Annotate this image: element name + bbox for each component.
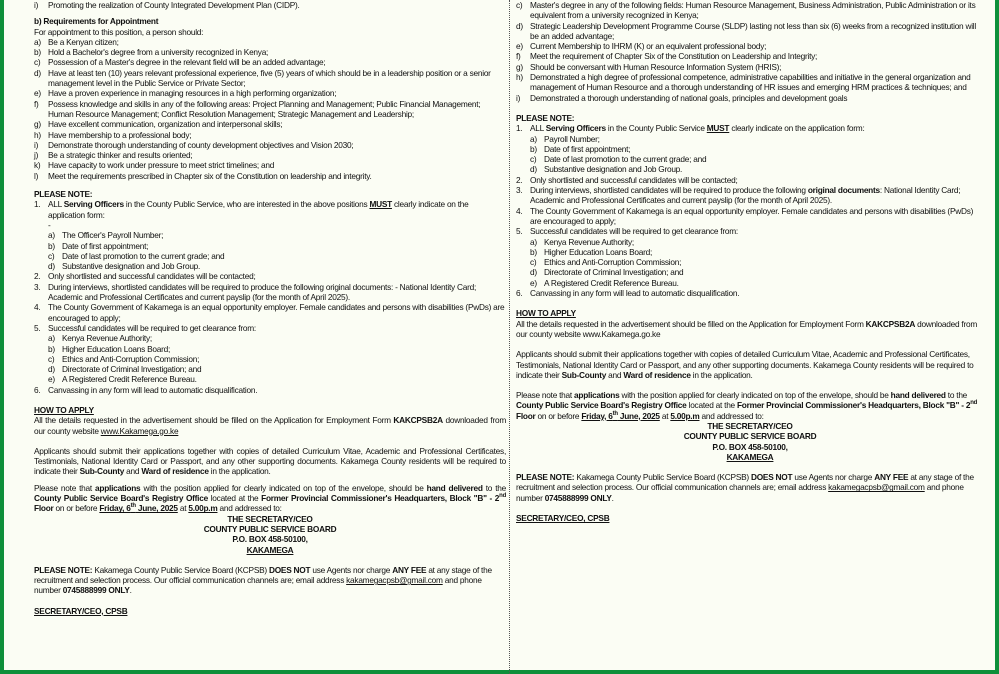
signature: SECRETARY/CEO, CPSB (516, 513, 610, 524)
list-item: e) Have a proven experience in managing resources in a high performing organization; (34, 88, 337, 99)
signature: SECRETARY/CEO, CPSB (34, 605, 128, 616)
list-item: i) Demonstrate thorough understanding of county development objectives and Vision 2030; (34, 139, 354, 150)
delivery-text: Please note that applications with the position applied for clearly indicated on top of the envelope, should be hand delivered to the County Public Service Board's Registry Office located at the Former Provincial Commissioner's Headquarters, Block "B" - 2nd Floor on or before Friday, 6th June, 2025 at 5.00p.m and addressed to: (516, 390, 978, 421)
notes-list (34, 271, 506, 333)
list-item: 2. Only shortlisted and successful candidates will be contacted; (34, 271, 256, 282)
officer-details-list (34, 230, 506, 271)
list-item: b) Higher Education Loans Board; (530, 246, 653, 257)
list-item: 4. The County Government of Kakamega is an equal opportunity employer. Female candidates and persons with disabilities (PwDs) are encouraged to apply; (516, 205, 974, 226)
list-item: 5. Successful candidates will be required to get clearance from: (34, 322, 256, 333)
submission-text: Applicants should submit their applications together with copies of detailed Curriculum Vitae, Academic and Professional Certificates, Testimonials, National Identity Card or Passport, and any other supporting documents. Kakamega County residents will be required to indicate their Sub-County and Ward of residence in the application. (34, 445, 506, 477)
list-item: c) Ethics and Anti-Corruption Commission; (530, 257, 682, 268)
list-item: c) Ethics and Anti-Corruption Commission; (48, 353, 200, 364)
list-item: a) Payroll Number; (530, 133, 600, 144)
list-item: a) The Officer's Payroll Number; (48, 230, 164, 241)
list-item: d) Directorate of Criminal Investigation; and (530, 267, 684, 278)
email-link[interactable]: kakamegacpsb@gmail.com (828, 482, 925, 493)
list-item: i) Promoting the realization of County Integrated Development Plan (CIDP). (34, 0, 300, 10)
list-item: a) Kenya Revenue Authority; (530, 236, 634, 247)
clearance-list (516, 237, 984, 288)
delivery-text: Please note that applications with the position applied for clearly indicated on top of the envelope, should be hand delivered to the County Public Service Board's Registry Office located at the Former Provincial Commissioner's Headquarters, Block "B" - 2nd Floor on or before Friday, 6th June, 2025 at 5.00p.m and addressed to: (34, 482, 506, 514)
address-block: THE SECRETARY/CEO COUNTY PUBLIC SERVICE BOARD P.O. BOX 458-50100, KAKAMEGA (203, 513, 337, 555)
right-column (516, 0, 984, 523)
list-item: 3. During interviews, shortlisted candidates will be required to produce the following original documents: - National Identity Card; Academic and Professional Certificates and current payslip (for the month of April 2025). (34, 281, 477, 303)
list-item: e) A Registered Credit Reference Bureau. (48, 374, 197, 385)
list-item: 4. The County Government of Kakamega is an equal opportunity employer. Female candidates and persons with disabilities (PwDs) are encouraged to apply; (34, 302, 505, 323)
list-item: c) Date of last promotion to the current grade; and (48, 250, 225, 261)
list-item: h) Demonstrated a high degree of professional competence, administrative capabilities and initiative in the general organization and management of Human Resource and a thorough understanding of HR issues and emerging HRM practices & techniques; and (516, 72, 971, 93)
address-block: THE SECRETARY/CEO COUNTY PUBLIC SERVICE BOARD P.O. BOX 458-50100, KAKAMEGA (683, 420, 817, 462)
list-item: 3. During interviews, shortlisted candidates will be required to produce the following original documents: National Identity Card; Academic and Professional Certificates and current payslip (for the month of April 2025). (516, 185, 961, 206)
list-item: d) Have at least ten (10) years relevant professional experience, five (5) years of which should be in a leadership position or a senior management level in the Public Service or Private Sector; (34, 67, 491, 89)
list-item: f) Meet the requirement of Chapter Six of the Constitution on Leadership and Integrity; (516, 51, 818, 62)
list-item: d) Substantive designation and Job Group. (530, 164, 683, 175)
list-item: f) Possess knowledge and skills in any of the following areas: Project Planning and Management; Public Financial Management; Human Resource Management; Conflict Resolution Management; Strategic Management and Leadership; (34, 98, 481, 119)
list-item: b) Date of first appointment; (530, 143, 631, 154)
list-item: c) Date of last promotion to the current grade; and (530, 154, 707, 165)
list-item: g) Should be conversant with Human Resource Information System (HRIS); (516, 61, 782, 72)
list-item: k) Have capacity to work under pressure to meet strict timelines; and (34, 160, 275, 171)
list-item: 6. Canvassing in any form will lead to automatic disqualification. (516, 288, 740, 299)
how-to-apply-text: All the details requested in the advertisement should be filled on the Application for Employment Form KAKCPSB2A downloaded from our county website www.Kakamega.go.ke (34, 415, 506, 436)
note-heading: PLEASE NOTE: (516, 112, 575, 123)
final-note: PLEASE NOTE: Kakamega County Public Service Board (KCPSB) DOES NOT use Agents nor charge ANY FEE at any stage of the recruitment and selection process. Our official communication channels are; email address kakamegacpsb@gmail.com and phone number 0745888999 ONLY. (516, 472, 974, 503)
list-item: d) Substantive designation and Job Group. (48, 261, 201, 272)
list-item: j) Be a strategic thinker and results oriented; (34, 150, 193, 161)
how-to-apply-heading: HOW TO APPLY (516, 308, 576, 319)
list-item: l) Meet the requirements prescribed in Chapter six of the Constitution on leadership and integrity. (34, 170, 372, 181)
website-link[interactable]: www.Kakamega.go.ke (100, 425, 179, 436)
requirements-heading: b) Requirements for Appointment (34, 16, 159, 27)
list-item: b) Date of first appointment; (48, 240, 149, 251)
list-item: h) Have membership to a professional body; (34, 129, 192, 140)
list-item: c) Possession of a Master's degree in the relevant field will be an added advantage; (34, 57, 326, 68)
list-item: c) Master's degree in any of the following fields: Human Resource Management, Business Administration, Public Administration or its equivalent from a university recognized in Kenya; (516, 0, 976, 21)
list-item: 1. ALL Serving Officers in the County Public Service, who are interested in the above positions MUST clearly indicate on the application form: (34, 199, 469, 220)
list-item: a) Kenya Revenue Authority; (48, 333, 152, 344)
final-note: PLEASE NOTE: Kakamega County Public Service Board (KCPSB) DOES NOT use Agents nor charge ANY FEE at any stage of the recruitment and selection process. Our official communication channels are; email address kakamegacpsb@gmail.com and phone number 0745888999 ONLY. (34, 564, 492, 596)
submission-text: Applicants should submit their applications together with copies of detailed Curriculum Vitae, Academic and Professional Certificates, Testimonials, National Identity Card or Passport, and any other supporting documents. Kakamega County residents will be required to indicate their Sub-County and Ward of residence in the application. (516, 349, 974, 380)
list-item: e) A Registered Credit Reference Bureau. (530, 277, 679, 288)
clearance-list (34, 333, 506, 384)
email-link[interactable]: kakamegacpsb@gmail.com (346, 575, 443, 586)
requirements-list (34, 37, 506, 181)
list-item: 5. Successful candidates will be required to get clearance from: (516, 226, 738, 237)
list-item: 1. ALL Serving Officers in the County Public Service MUST clearly indicate on the application form: (516, 123, 865, 134)
list-item: e) Current Membership to IHRM (K) or an equivalent professional body; (516, 41, 767, 52)
note-heading: PLEASE NOTE: (34, 189, 93, 200)
list-item: i) Demonstrated a thorough understanding of national goals, principles and development goals (516, 92, 848, 103)
list-item: b) Higher Education Loans Board; (48, 343, 171, 354)
left-column: i) Promoting the realization of County Integrated Development Plan (CIDP). b) Requirements for Appointment For appointment to this position, a person should: a) Be a Kenyan citizen; b) Hold a Bachelor's degree from a university recognized in Kenya; c) Possession of a Master's degree in the relevant field will be an added advantage; d) Have at least ten (10) years relevant professional experience, five (5) years of which should be in a leadership position or a senior management level in the Public Service or Private Sector; e) Have a proven experience in managing resources in a high performing organization; f) Possess knowledge and skills in any of the following areas: Project Planning and Management; Public Financial Management; Human Resource Management; Conflict Resolution Management; Strategic Management and Leadership; g) Have excellent communication, organization and interpersonal skills; h) Have membership to a professional body; i) Demonstrate thorough understanding of county development objectives and Vision 2030; j) Be a strategic thinker and results oriented; k) Have capacity to work under pressure to meet strict timelines; and l) Meet the requirements prescribed in Chapter six of the Constitution on leadership and integrity. PLEASE NOTE: 1. ALL Serving Officers in the County Public Service, who are interested in the above positions MUST clearly indicate on the application form: - a) The Officer's Payroll Number; b) Date of first appointment; c) Date of last promotion to the current grade; and d) Substantive designation and Job Group. 2. Only shortlisted and successful candidates will be contacted; 3. During interviews, shortlisted candidates will be required to produce the following original documents: - National Identity Card; Academic and Professional Certificates and current payslip (for the month of April 2025). 4. The County Government of Kakamega is an equal opportunity employer. Female candidates and persons with disabilities (PwDs) are encouraged to apply; 5. Successful candidates will be required to get clearance from: a) Kenya Revenue Authority; b) Higher Education Loans Board; c) Ethics and Anti-Corruption Commission; d) Directorate of Criminal Investigation; and e) A Registered Credit Reference Bureau. 6. Canvassing in any form will lead to automatic disqualification. HOW TO APPLY All the details requested in the advertisement should be filled on the Application for Employment Form KAKCPSB2A downloaded from our county website www.Kakamega.go.ke Applicants should submit their applications together with copies of detailed Curriculum Vitae, Academic and Professional Certificates, Testimonials, National Identity Card or Passport, and any other supporting documents. Kakamega County residents will be required to indicate their Sub-County and Ward of residence in the application. Please note that applications with the position applied for clearly indicated on top of the envelope, should be hand delivered to the County Public Service Board's Registry Office located at the Former Provincial Commissioner's Headquarters, Block "B" - 2nd Floor on or before Friday, 6th June, 2025 at 5.00p.m and addressed to: THE SECRETARY/CEO COUNTY PUBLIC SERVICE BOARD P.O. BOX 458-50100, KAKAMEGA PLEASE NOTE: Kakamega County Public Service Board (KCPSB) DOES NOT use Agents nor charge ANY FEE at any stage of the recruitment and selection process. Our official communication channels are; email address kakamegacpsb@gmail.com and phone number 0745888999 ONLY. SECRETARY/CEO, CPSB (34, 0, 506, 616)
list-item: 2. Only shortlisted and successful candidates will be contacted; (516, 174, 738, 185)
list-item: d) Strategic Leadership Development Programme Course (SLDP) lasting not less than six (6) weeks from a recognized institution will be an added advantage; (516, 20, 976, 41)
requirements-list (516, 0, 984, 103)
list-item: b) Hold a Bachelor's degree from a university recognized in Kenya; (34, 47, 269, 58)
requirements-intro: For appointment to this position, a person should: (34, 26, 204, 37)
list-item: g) Have excellent communication, organization and interpersonal skills; (34, 119, 283, 130)
officer-details-list (516, 134, 984, 175)
list-item: 6. Canvassing in any form will lead to automatic disqualification. (34, 384, 258, 395)
list-item: d) Directorate of Criminal Investigation; and (48, 364, 202, 375)
list-item: a) Be a Kenyan citizen; (34, 36, 119, 47)
how-to-apply-heading: HOW TO APPLY (34, 404, 94, 415)
column-divider (509, 0, 510, 674)
how-to-apply-text: All the details requested in the advertisement should be filled on the Application for Employment Form KAKCPSB2A downloaded from our county website www.Kakamega.go.ke (516, 318, 978, 339)
